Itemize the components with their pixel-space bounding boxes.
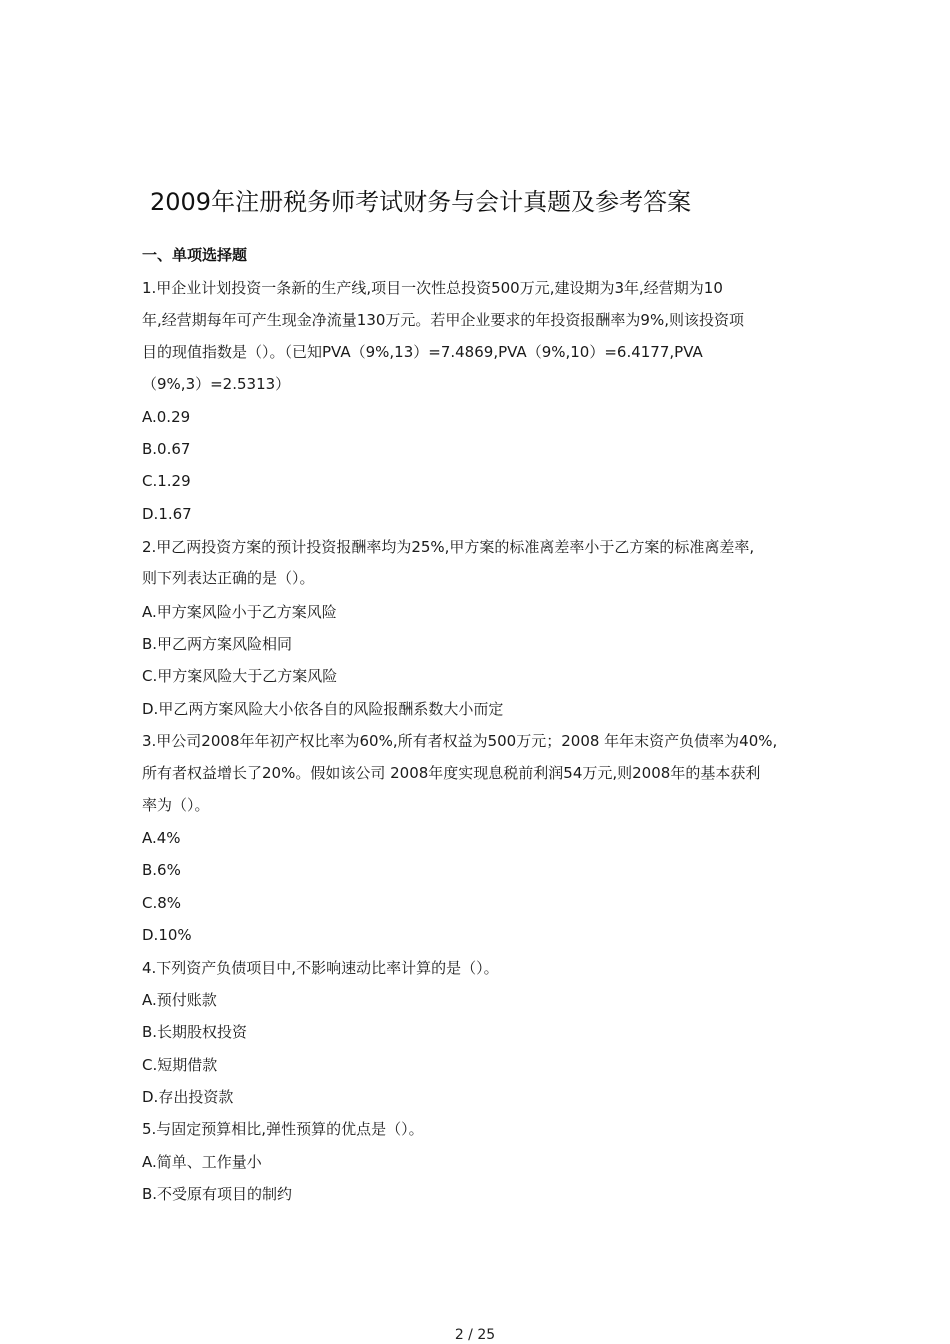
question-5-line-1: 5.与固定预算相比,弹性预算的优点是（）。 <box>142 1120 424 1138</box>
question-2-option-b: B.甲乙两方案风险相同 <box>142 635 293 653</box>
question-3-line-3: 率为（）。 <box>142 796 210 814</box>
question-2-option-a: A.甲方案风险小于乙方案风险 <box>142 603 337 621</box>
question-3-option-b: B.6% <box>142 861 181 879</box>
question-1-option-d: D.1.67 <box>142 505 192 523</box>
question-1-line-4: （9%,3）=2.5313） <box>142 375 291 393</box>
question-2-option-c: C.甲方案风险大于乙方案风险 <box>142 667 338 685</box>
question-3-line-1: 3.甲公司2008年年初产权比率为60%,所有者权益为500万元；2008 年年末资产负债率为40%, <box>142 732 778 750</box>
question-1-line-3: 目的现值指数是（）。（已知PVA（9%,13）=7.4869,PVA（9%,10）=6.4177,PVA <box>142 343 703 361</box>
question-2-option-d: D.甲乙两方案风险大小依各自的风险报酬系数大小而定 <box>142 700 504 718</box>
section-heading: 一、单项选择题 <box>142 246 248 264</box>
question-1-option-a: A.0.29 <box>142 408 191 426</box>
question-3-option-d: D.10% <box>142 926 192 944</box>
question-3-line-2: 所有者权益增长了20%。假如该公司 2008年度实现息税前利润54万元,则2008年的基本获利 <box>142 764 761 782</box>
question-2-line-2: 则下列表达正确的是（）。 <box>142 569 315 587</box>
page-number: 2 / 25 <box>454 1327 496 1343</box>
question-2-line-1: 2.甲乙两投资方案的预计投资报酬率均为25%,甲方案的标准离差率小于乙方案的标准离差率, <box>142 538 755 556</box>
document-title: 2009年注册税务师考试财务与会计真题及参考答案 <box>150 188 692 216</box>
question-1-option-c: C.1.29 <box>142 472 191 490</box>
question-4-line-1: 4.下列资产负债项目中,不影响速动比率计算的是（）。 <box>142 959 499 977</box>
question-3-option-a: A.4% <box>142 829 181 847</box>
question-4-option-d: D.存出投资款 <box>142 1088 234 1106</box>
question-1-line-1: 1.甲企业计划投资一条新的生产线,项目一次性总投资500万元,建设期为3年,经营期为10 <box>142 279 723 297</box>
question-3-option-c: C.8% <box>142 894 182 912</box>
question-5-option-b: B.不受原有项目的制约 <box>142 1185 293 1203</box>
question-1-line-2: 年,经营期每年可产生现金净流量130万元。若甲企业要求的年投资报酬率为9%,则该投资项 <box>142 311 744 329</box>
question-5-option-a: A.简单、工作量小 <box>142 1153 262 1171</box>
question-4-option-b: B.长期股权投资 <box>142 1023 248 1041</box>
question-4-option-a: A.预付账款 <box>142 991 217 1009</box>
question-4-option-c: C.短期借款 <box>142 1056 218 1074</box>
question-1-option-b: B.0.67 <box>142 440 191 458</box>
